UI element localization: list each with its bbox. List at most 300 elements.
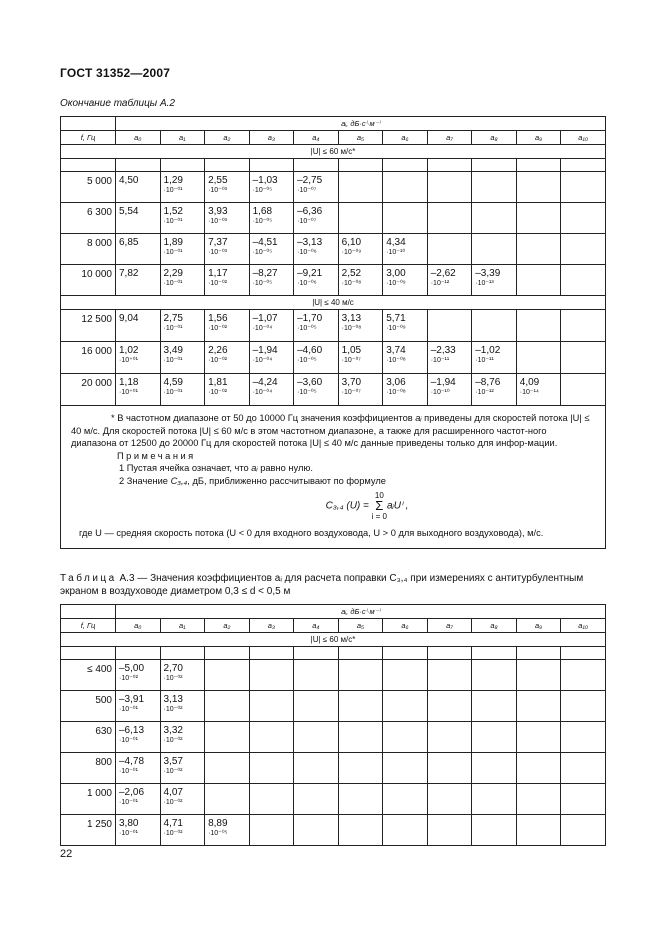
frequency-cell: 800	[61, 753, 116, 784]
spacer-cell	[294, 159, 339, 172]
frequency-cell: 10 000	[61, 265, 116, 296]
frequency-cell: 16 000	[61, 342, 116, 374]
coefficient-exponent: ·10⁻⁰⁵	[208, 830, 228, 837]
coefficient-cell	[160, 342, 205, 374]
coefficient-mantissa: –4,78	[119, 756, 145, 767]
coefficient-exponent: ·10⁻⁰⁵	[252, 280, 273, 287]
column-header-a0: a₀	[116, 619, 161, 633]
coefficient-cell	[160, 265, 205, 296]
coefficient-cell	[561, 342, 606, 374]
table-a3	[60, 604, 606, 846]
note-2	[71, 475, 593, 488]
spacer-cell	[561, 159, 606, 172]
coefficient-mantissa: 3,93	[208, 206, 228, 217]
coefficient-exponent: ·10⁻⁰⁴	[252, 325, 273, 332]
coefficient-cell	[383, 660, 428, 691]
coefficient-cell	[205, 691, 250, 722]
coefficient-cell	[472, 265, 517, 296]
coefficient-mantissa: –5,00	[119, 663, 145, 674]
table-row	[61, 342, 606, 374]
coefficient-mantissa: –2,06	[119, 787, 145, 798]
coefficient-cell	[561, 265, 606, 296]
coefficient-mantissa: 9,04	[119, 313, 139, 324]
coefficient-cell	[338, 342, 383, 374]
coefficient-mantissa: 1,81	[208, 377, 228, 388]
coefficient-cell	[160, 815, 205, 846]
coefficient-exponent: ·10⁻⁰²	[119, 675, 138, 682]
coefficient-cell	[338, 815, 383, 846]
coefficient-cell	[472, 815, 517, 846]
coefficient-exponent: ·10⁻⁰⁵	[297, 325, 317, 332]
coefficient-cell	[205, 234, 250, 265]
coefficient-exponent: ·10⁻⁰⁴	[252, 357, 273, 364]
coefficient-cell	[427, 753, 472, 784]
column-header-a3: a₃	[249, 619, 294, 633]
table-row	[61, 265, 606, 296]
coefficient-cell	[427, 172, 472, 203]
frequency-cell: 5 000	[61, 172, 116, 203]
column-header-a7: a₇	[427, 619, 472, 633]
units-header-row	[61, 117, 606, 131]
spacer-cell	[338, 159, 383, 172]
coefficient-cell	[383, 310, 428, 342]
coefficient-cell	[205, 815, 250, 846]
spacer-cell	[61, 647, 116, 660]
coefficient-mantissa: 4,59	[163, 377, 183, 388]
coefficient-exponent: ·10⁻¹⁰	[386, 249, 406, 256]
coefficient-mantissa: 1,56	[208, 313, 228, 324]
coefficient-cell	[205, 310, 250, 342]
coefficient-mantissa: 3,70	[341, 377, 362, 388]
coefficient-mantissa: –2,33	[430, 345, 456, 356]
table-row	[61, 753, 606, 784]
coefficient-mantissa: 2,70	[163, 663, 183, 674]
coefficient-cell	[561, 753, 606, 784]
table-continuation-caption: Окончание таблицы А.2	[60, 98, 175, 109]
coefficient-mantissa: 1,52	[163, 206, 183, 217]
coefficient-exponent: ·10⁺⁰¹	[119, 357, 138, 364]
notes-title: Примечания	[117, 450, 196, 461]
frequency-cell: 20 000	[61, 374, 116, 406]
coefficient-mantissa: –1,02	[475, 345, 501, 356]
column-header-a4: a₄	[294, 131, 339, 145]
coefficient-exponent: ·10⁻⁰²	[163, 768, 183, 775]
spacer-cell	[116, 159, 161, 172]
coefficient-mantissa: 3,32	[163, 725, 183, 736]
coefficient-cell	[294, 342, 339, 374]
coefficient-mantissa: 2,75	[163, 313, 183, 324]
coefficient-mantissa: –2,62	[430, 268, 456, 279]
coefficient-cell	[561, 722, 606, 753]
coefficient-exponent: ·10⁻¹²	[430, 280, 450, 287]
coefficient-exponent: ·10⁻⁰⁸	[386, 389, 406, 396]
coefficient-cell	[427, 265, 472, 296]
coefficient-cell	[249, 722, 294, 753]
coefficient-exponent: ·10⁻⁰⁶	[297, 249, 317, 256]
coefficient-exponent: ·10⁻⁰⁵	[252, 249, 273, 256]
coefficient-exponent: ·10⁻⁰²	[208, 325, 228, 332]
coefficient-exponent: ·10⁻⁰⁹	[341, 249, 362, 256]
coefficient-cell	[205, 203, 250, 234]
spacer-cell	[561, 647, 606, 660]
document-header: ГОСТ 31352—2007	[60, 66, 171, 80]
coefficient-cell	[205, 784, 250, 815]
coefficient-mantissa: 3,06	[386, 377, 406, 388]
coefficient-cell	[516, 722, 561, 753]
coefficient-cell	[294, 722, 339, 753]
coefficient-mantissa: 1,18	[119, 377, 139, 388]
coefficient-exponent: ·10⁻⁰¹	[163, 389, 183, 396]
spacer-cell	[249, 159, 294, 172]
coefficient-mantissa: –1,07	[252, 313, 278, 324]
table-row	[61, 374, 606, 406]
coefficient-cell	[294, 753, 339, 784]
coefficient-cell	[338, 203, 383, 234]
coefficient-cell	[338, 691, 383, 722]
coefficient-cell	[516, 342, 561, 374]
table-a2	[60, 116, 606, 549]
column-header-a8: a₈	[472, 131, 517, 145]
coefficient-exponent: ·10⁻⁰²	[208, 280, 228, 287]
coefficient-cell	[294, 310, 339, 342]
coefficient-mantissa: –2,75	[297, 175, 323, 186]
page-number: 22	[60, 848, 73, 860]
coefficient-exponent: ·10⁻⁰²	[163, 799, 183, 806]
coefficient-mantissa: 4,07	[163, 787, 183, 798]
coefficient-cell	[116, 691, 161, 722]
coefficient-mantissa: –3,91	[119, 694, 145, 705]
coefficient-mantissa: –3,60	[297, 377, 323, 388]
coefficient-mantissa: 1,68	[252, 206, 273, 217]
spacer-cell	[338, 647, 383, 660]
column-header-a2: a₂	[205, 619, 250, 633]
coefficient-cell	[249, 784, 294, 815]
coefficient-cell	[160, 784, 205, 815]
coefficient-mantissa: 2,52	[341, 268, 362, 279]
coefficient-cell	[472, 784, 517, 815]
coefficient-exponent: ·10⁻⁰⁵	[252, 187, 273, 194]
coefficient-mantissa: 6,10	[341, 237, 362, 248]
coefficient-cell	[249, 374, 294, 406]
coefficient-cell	[561, 310, 606, 342]
coefficient-mantissa: –4,51	[252, 237, 278, 248]
table-a3-caption	[60, 572, 605, 598]
column-header-row	[61, 131, 606, 145]
coefficient-cell	[427, 310, 472, 342]
note-1-ai: aᵢ	[251, 463, 258, 473]
coefficient-exponent: ·10⁻⁰⁹	[386, 325, 406, 332]
table-row	[61, 660, 606, 691]
coefficient-cell	[294, 265, 339, 296]
spacer-row	[61, 159, 606, 172]
coefficient-cell	[383, 172, 428, 203]
coefficient-exponent: ·10⁻⁰²	[163, 830, 183, 837]
coefficient-cell	[205, 753, 250, 784]
column-header-a1: a₁	[160, 131, 205, 145]
note-1-text-2: равно нулю.	[257, 463, 313, 473]
coefficient-exponent: ·10⁻⁰¹	[119, 737, 138, 744]
frequency-cell: 1 250	[61, 815, 116, 846]
coefficient-cell	[116, 172, 161, 203]
coefficient-mantissa: 7,37	[208, 237, 228, 248]
coefficient-cell	[516, 660, 561, 691]
coefficient-cell	[427, 374, 472, 406]
coefficient-cell	[383, 374, 428, 406]
coefficient-cell	[472, 660, 517, 691]
sum-icon	[372, 491, 387, 521]
coefficient-cell	[561, 203, 606, 234]
coefficient-mantissa: –3,39	[475, 268, 501, 279]
coefficient-exponent: ·10⁺⁰¹	[119, 389, 138, 396]
table-row	[61, 172, 606, 203]
frequency-cell: 8 000	[61, 234, 116, 265]
frequency-cell: 12 500	[61, 310, 116, 342]
coefficient-cell	[472, 342, 517, 374]
spacer-cell	[294, 647, 339, 660]
coefficient-cell	[160, 660, 205, 691]
coefficient-cell	[338, 753, 383, 784]
coefficient-cell	[294, 172, 339, 203]
coefficient-cell	[561, 815, 606, 846]
coefficient-cell	[383, 234, 428, 265]
note-1-text: 1 Пустая ячейка означает, что	[119, 463, 252, 473]
coefficient-cell	[205, 265, 250, 296]
coefficient-cell	[383, 815, 428, 846]
coefficient-exponent: ·10⁻⁰²	[208, 357, 228, 364]
coefficient-cell	[116, 265, 161, 296]
coefficient-cell	[427, 660, 472, 691]
coefficient-exponent: ·10⁻¹¹	[475, 357, 494, 364]
coefficient-cell	[472, 172, 517, 203]
coefficient-cell	[427, 815, 472, 846]
note-2-text-2: , дБ, приближенно рассчитывают по формуле	[187, 475, 386, 486]
coefficient-cell	[294, 691, 339, 722]
coefficient-cell	[160, 203, 205, 234]
coefficient-exponent: ·10⁻⁰⁴	[252, 389, 273, 396]
coefficient-cell	[516, 203, 561, 234]
coefficient-cell	[160, 172, 205, 203]
coefficient-cell	[427, 342, 472, 374]
coefficient-mantissa: 4,50	[119, 175, 139, 186]
coefficient-cell	[427, 691, 472, 722]
coefficient-cell	[516, 234, 561, 265]
coefficient-cell	[116, 722, 161, 753]
column-header-a8: a₈	[472, 619, 517, 633]
coefficient-mantissa: 1,02	[119, 345, 139, 356]
coefficient-exponent: ·10⁻⁰¹	[119, 706, 138, 713]
coefficient-cell	[294, 203, 339, 234]
coefficient-exponent: ·10⁻⁰³	[208, 218, 228, 225]
spacer-cell	[205, 159, 250, 172]
section-u40: |U| ≤ 40 м/с	[61, 296, 606, 310]
coefficient-mantissa: 1,05	[341, 345, 362, 356]
coefficient-cell	[472, 203, 517, 234]
coefficient-exponent: ·10⁻⁰⁸	[341, 280, 362, 287]
frequency-cell: 500	[61, 691, 116, 722]
coefficient-cell	[561, 784, 606, 815]
coefficient-cell	[561, 374, 606, 406]
column-header-a6: a₆	[383, 619, 428, 633]
coefficient-cell	[383, 265, 428, 296]
column-header-a0: a₀	[116, 131, 161, 145]
coefficient-cell	[116, 203, 161, 234]
coefficient-exponent: ·10⁻⁰⁵	[297, 389, 317, 396]
coefficient-mantissa: –3,13	[297, 237, 323, 248]
footnote-ai: aᵢ	[415, 413, 422, 423]
coefficient-cell	[472, 722, 517, 753]
coefficient-mantissa: –1,70	[297, 313, 323, 324]
table-row	[61, 722, 606, 753]
coefficient-cell	[516, 172, 561, 203]
table-label: Таблица	[60, 573, 117, 584]
frequency-cell: 630	[61, 722, 116, 753]
coefficient-cell	[338, 722, 383, 753]
coefficient-mantissa: 3,80	[119, 818, 139, 829]
spacer-row	[61, 647, 606, 660]
coefficient-exponent: ·10⁻⁰¹	[163, 357, 183, 364]
coefficient-mantissa: 3,00	[386, 268, 406, 279]
coefficient-cell	[338, 172, 383, 203]
coefficient-cell	[561, 172, 606, 203]
coefficient-mantissa: 3,13	[341, 313, 362, 324]
coefficient-mantissa: –9,21	[297, 268, 323, 279]
coefficient-cell	[116, 784, 161, 815]
footnote-text: * В частотном диапазоне от 50 до 10000 Гц значения коэффициентов	[111, 413, 416, 423]
coefficient-exponent: ·10⁻¹³	[475, 280, 494, 287]
coefficient-cell	[383, 753, 428, 784]
note-1	[71, 462, 593, 475]
units-header-blank	[61, 117, 116, 131]
table-row	[61, 784, 606, 815]
coefficient-mantissa: 2,26	[208, 345, 228, 356]
coefficient-cell	[249, 265, 294, 296]
coefficient-exponent: ·10⁻⁰²	[163, 675, 183, 682]
coefficient-cell	[249, 310, 294, 342]
formula-explanation: где U — средняя скорость потока (U < 0 для входного воздуховода, U > 0 для выходного воздуховода), м/с.	[79, 528, 544, 538]
spacer-cell	[383, 159, 428, 172]
coefficient-cell	[294, 815, 339, 846]
coefficient-mantissa: 3,57	[163, 756, 183, 767]
units-header: aᵢ, дБ·cⁱ·м⁻ⁱ	[116, 117, 606, 131]
table-row	[61, 203, 606, 234]
column-header-a9: a₉	[516, 619, 561, 633]
column-header-a9: a₉	[516, 131, 561, 145]
section-u60: |U| ≤ 60 м/с*	[61, 633, 606, 647]
frequency-cell: 6 300	[61, 203, 116, 234]
frequency-cell: 1 000	[61, 784, 116, 815]
coefficient-exponent: ·10⁻¹⁴	[519, 389, 539, 396]
coefficient-cell	[427, 722, 472, 753]
coefficient-mantissa: –1,03	[252, 175, 278, 186]
coefficient-cell	[427, 234, 472, 265]
coefficient-cell	[294, 234, 339, 265]
coefficient-cell	[160, 722, 205, 753]
coefficient-exponent: ·10⁻⁰⁷	[341, 357, 361, 364]
coefficient-cell	[516, 310, 561, 342]
coefficient-mantissa: –8,27	[252, 268, 278, 279]
coefficient-cell	[249, 660, 294, 691]
coefficient-mantissa: 3,74	[386, 345, 406, 356]
spacer-cell	[472, 647, 517, 660]
coefficient-exponent: ·10⁻⁰⁶	[297, 280, 317, 287]
coefficient-exponent: ·10⁻⁰³	[208, 187, 228, 194]
coefficient-exponent: ·10⁻⁰¹	[163, 280, 183, 287]
column-header-a10: a₁₀	[561, 131, 606, 145]
spacer-cell	[116, 647, 161, 660]
coefficient-cell	[383, 784, 428, 815]
table-row	[61, 815, 606, 846]
coefficient-cell	[338, 310, 383, 342]
coefficient-cell	[383, 203, 428, 234]
section-u40-row	[61, 296, 606, 310]
units-header-row	[61, 605, 606, 619]
coefficient-cell	[383, 691, 428, 722]
coefficient-cell	[160, 310, 205, 342]
coefficient-cell	[516, 815, 561, 846]
coefficient-exponent: ·10⁻⁰¹	[119, 768, 138, 775]
coefficient-cell	[338, 265, 383, 296]
coefficient-cell	[205, 660, 250, 691]
coefficient-mantissa: 2,29	[163, 268, 183, 279]
notes-row	[61, 406, 606, 549]
column-header-row	[61, 619, 606, 633]
coefficient-cell	[338, 660, 383, 691]
table-row	[61, 310, 606, 342]
table-a3-title: А.3 — Значения коэффициентов aᵢ для расчета поправки C₃,₄ при измерениях с антитурбулентным экраном в воздуховоде диаметром 0,3 ≤ d < 0,5 м	[60, 573, 584, 597]
spacer-cell	[427, 647, 472, 660]
coefficient-exponent: ·10⁻⁰⁷	[297, 187, 317, 194]
column-header-f: f, Гц	[61, 619, 116, 633]
coefficient-cell	[516, 374, 561, 406]
coefficient-cell	[516, 691, 561, 722]
coefficient-mantissa: –8,76	[475, 377, 501, 388]
coefficient-exponent: ·10⁻⁰¹	[163, 218, 183, 225]
coefficient-mantissa: –4,60	[297, 345, 323, 356]
coefficient-cell	[472, 753, 517, 784]
column-header-a2: a₂	[205, 131, 250, 145]
coefficient-cell	[427, 784, 472, 815]
coefficient-mantissa: 1,17	[208, 268, 228, 279]
column-header-a3: a₃	[249, 131, 294, 145]
coefficient-cell	[205, 342, 250, 374]
coefficient-mantissa: 5,54	[119, 206, 139, 217]
coefficient-cell	[116, 374, 161, 406]
coefficient-cell	[294, 660, 339, 691]
coefficient-mantissa: –6,13	[119, 725, 145, 736]
coefficient-cell	[383, 342, 428, 374]
spacer-cell	[205, 647, 250, 660]
spacer-cell	[383, 647, 428, 660]
coefficient-exponent: ·10⁻⁰⁹	[386, 280, 406, 287]
units-header: aᵢ, дБ·cⁱ·м⁻ⁱ	[116, 605, 606, 619]
coefficient-mantissa: –4,24	[252, 377, 278, 388]
coefficient-cell	[427, 203, 472, 234]
coefficient-mantissa: 4,34	[386, 237, 406, 248]
coefficient-cell	[116, 753, 161, 784]
spacer-cell	[472, 159, 517, 172]
coefficient-cell	[205, 374, 250, 406]
coefficient-mantissa: –6,36	[297, 206, 323, 217]
coefficient-mantissa: 3,13	[163, 694, 183, 705]
coefficient-cell	[338, 784, 383, 815]
coefficient-cell	[205, 722, 250, 753]
coefficient-cell	[116, 310, 161, 342]
coefficient-mantissa: –1,94	[252, 345, 278, 356]
column-header-f: f, Гц	[61, 131, 116, 145]
note-2-text: 2 Значение	[119, 475, 171, 486]
coefficient-cell	[116, 234, 161, 265]
coefficient-exponent: ·10⁻⁰⁷	[341, 389, 361, 396]
